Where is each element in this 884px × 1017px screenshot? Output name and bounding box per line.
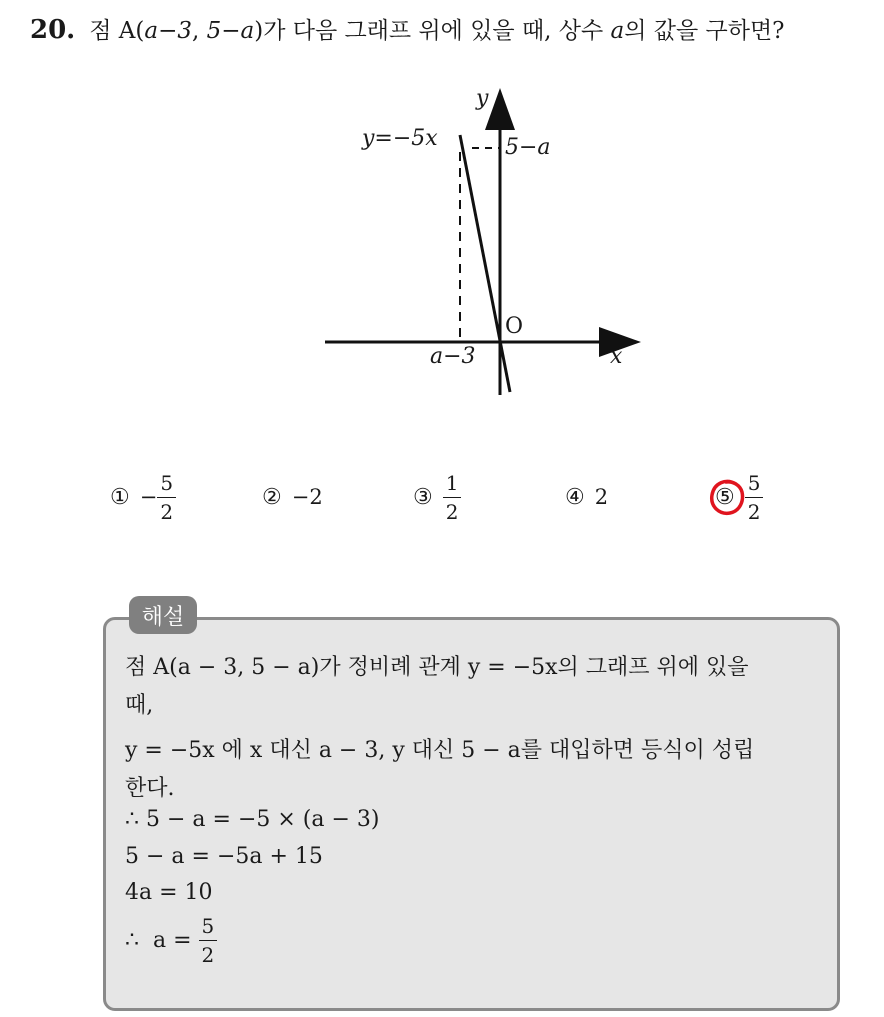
fraction-denominator: 2 [443,497,462,522]
choice-sign: − [139,485,158,509]
question-y-expr: 5−a [206,18,255,44]
solution-line-5: ∴ 5 − a = −5 × (a − 3) [125,807,380,832]
fraction-denominator: 2 [157,497,176,522]
choice-number-text: ⑤ [715,484,735,510]
choice-2[interactable] [262,462,323,532]
choice-number: ② [262,484,282,510]
choice-value: −2 [291,485,323,509]
fraction-numerator: 5 [201,914,215,938]
choice-number: ① [110,484,130,510]
answer-circle-mark-icon [706,475,748,519]
question-text-suffix: 의 값을 구하면? [624,18,785,44]
solution-line-2: 때, [125,693,154,718]
question-sep: , [191,18,207,44]
y-axis-label: y [476,86,489,111]
choice-5[interactable] [715,462,763,532]
question-number: 20. [30,15,76,45]
choice-1[interactable] [110,462,176,532]
choice-number: ④ [565,484,585,510]
solution-line-7: 4a = 10 [125,880,213,905]
x-value-label: a−3 [430,344,476,369]
choice-number: ③ [413,484,433,510]
solution-line-6: 5 − a = −5a + 15 [125,844,323,869]
y-value-label: 5−a [505,135,551,160]
choice-fraction [157,470,176,524]
solution-line-8 [125,916,217,965]
choice-value: 2 [594,485,609,509]
solution-line-4: 한다. [125,776,175,801]
choice-fraction [443,470,462,524]
question-text-prefix: 점 A( [89,18,145,44]
choice-4[interactable] [565,462,608,532]
answer-choices [0,462,884,532]
fraction-numerator: 5 [160,470,174,495]
question-text-mid: )가 다음 그래프 위에 있을 때, 상수 [254,18,611,44]
solution-line-3: y = −5x 에 x 대신 a − 3, y 대신 5 − a를 대입하면 등식이 성립 [125,738,755,763]
solution-tag: 해설 [129,596,197,634]
question-x-expr: a−3 [144,18,192,44]
solution-final-fraction [199,916,218,965]
solution-line-1: 점 A(a − 3, 5 − a)가 정비례 관계 y = −5x의 그래프 위에 있을 [125,655,749,680]
question-var: a [610,18,625,44]
fraction-denominator: 2 [199,940,218,965]
line-equation-label: y=−5x [362,126,438,151]
x-axis-label: x [610,344,623,369]
question-line [30,12,785,45]
fraction-denominator: 2 [745,497,764,522]
fraction-numerator: 1 [445,470,459,495]
choice-number-marked [715,485,735,510]
origin-label: O [505,314,524,339]
solution-final-prefix: ∴ a = [125,928,199,953]
choice-3[interactable] [413,462,461,532]
fraction-numerator: 5 [747,470,761,495]
graph [300,80,660,410]
graph-svg [300,80,660,410]
